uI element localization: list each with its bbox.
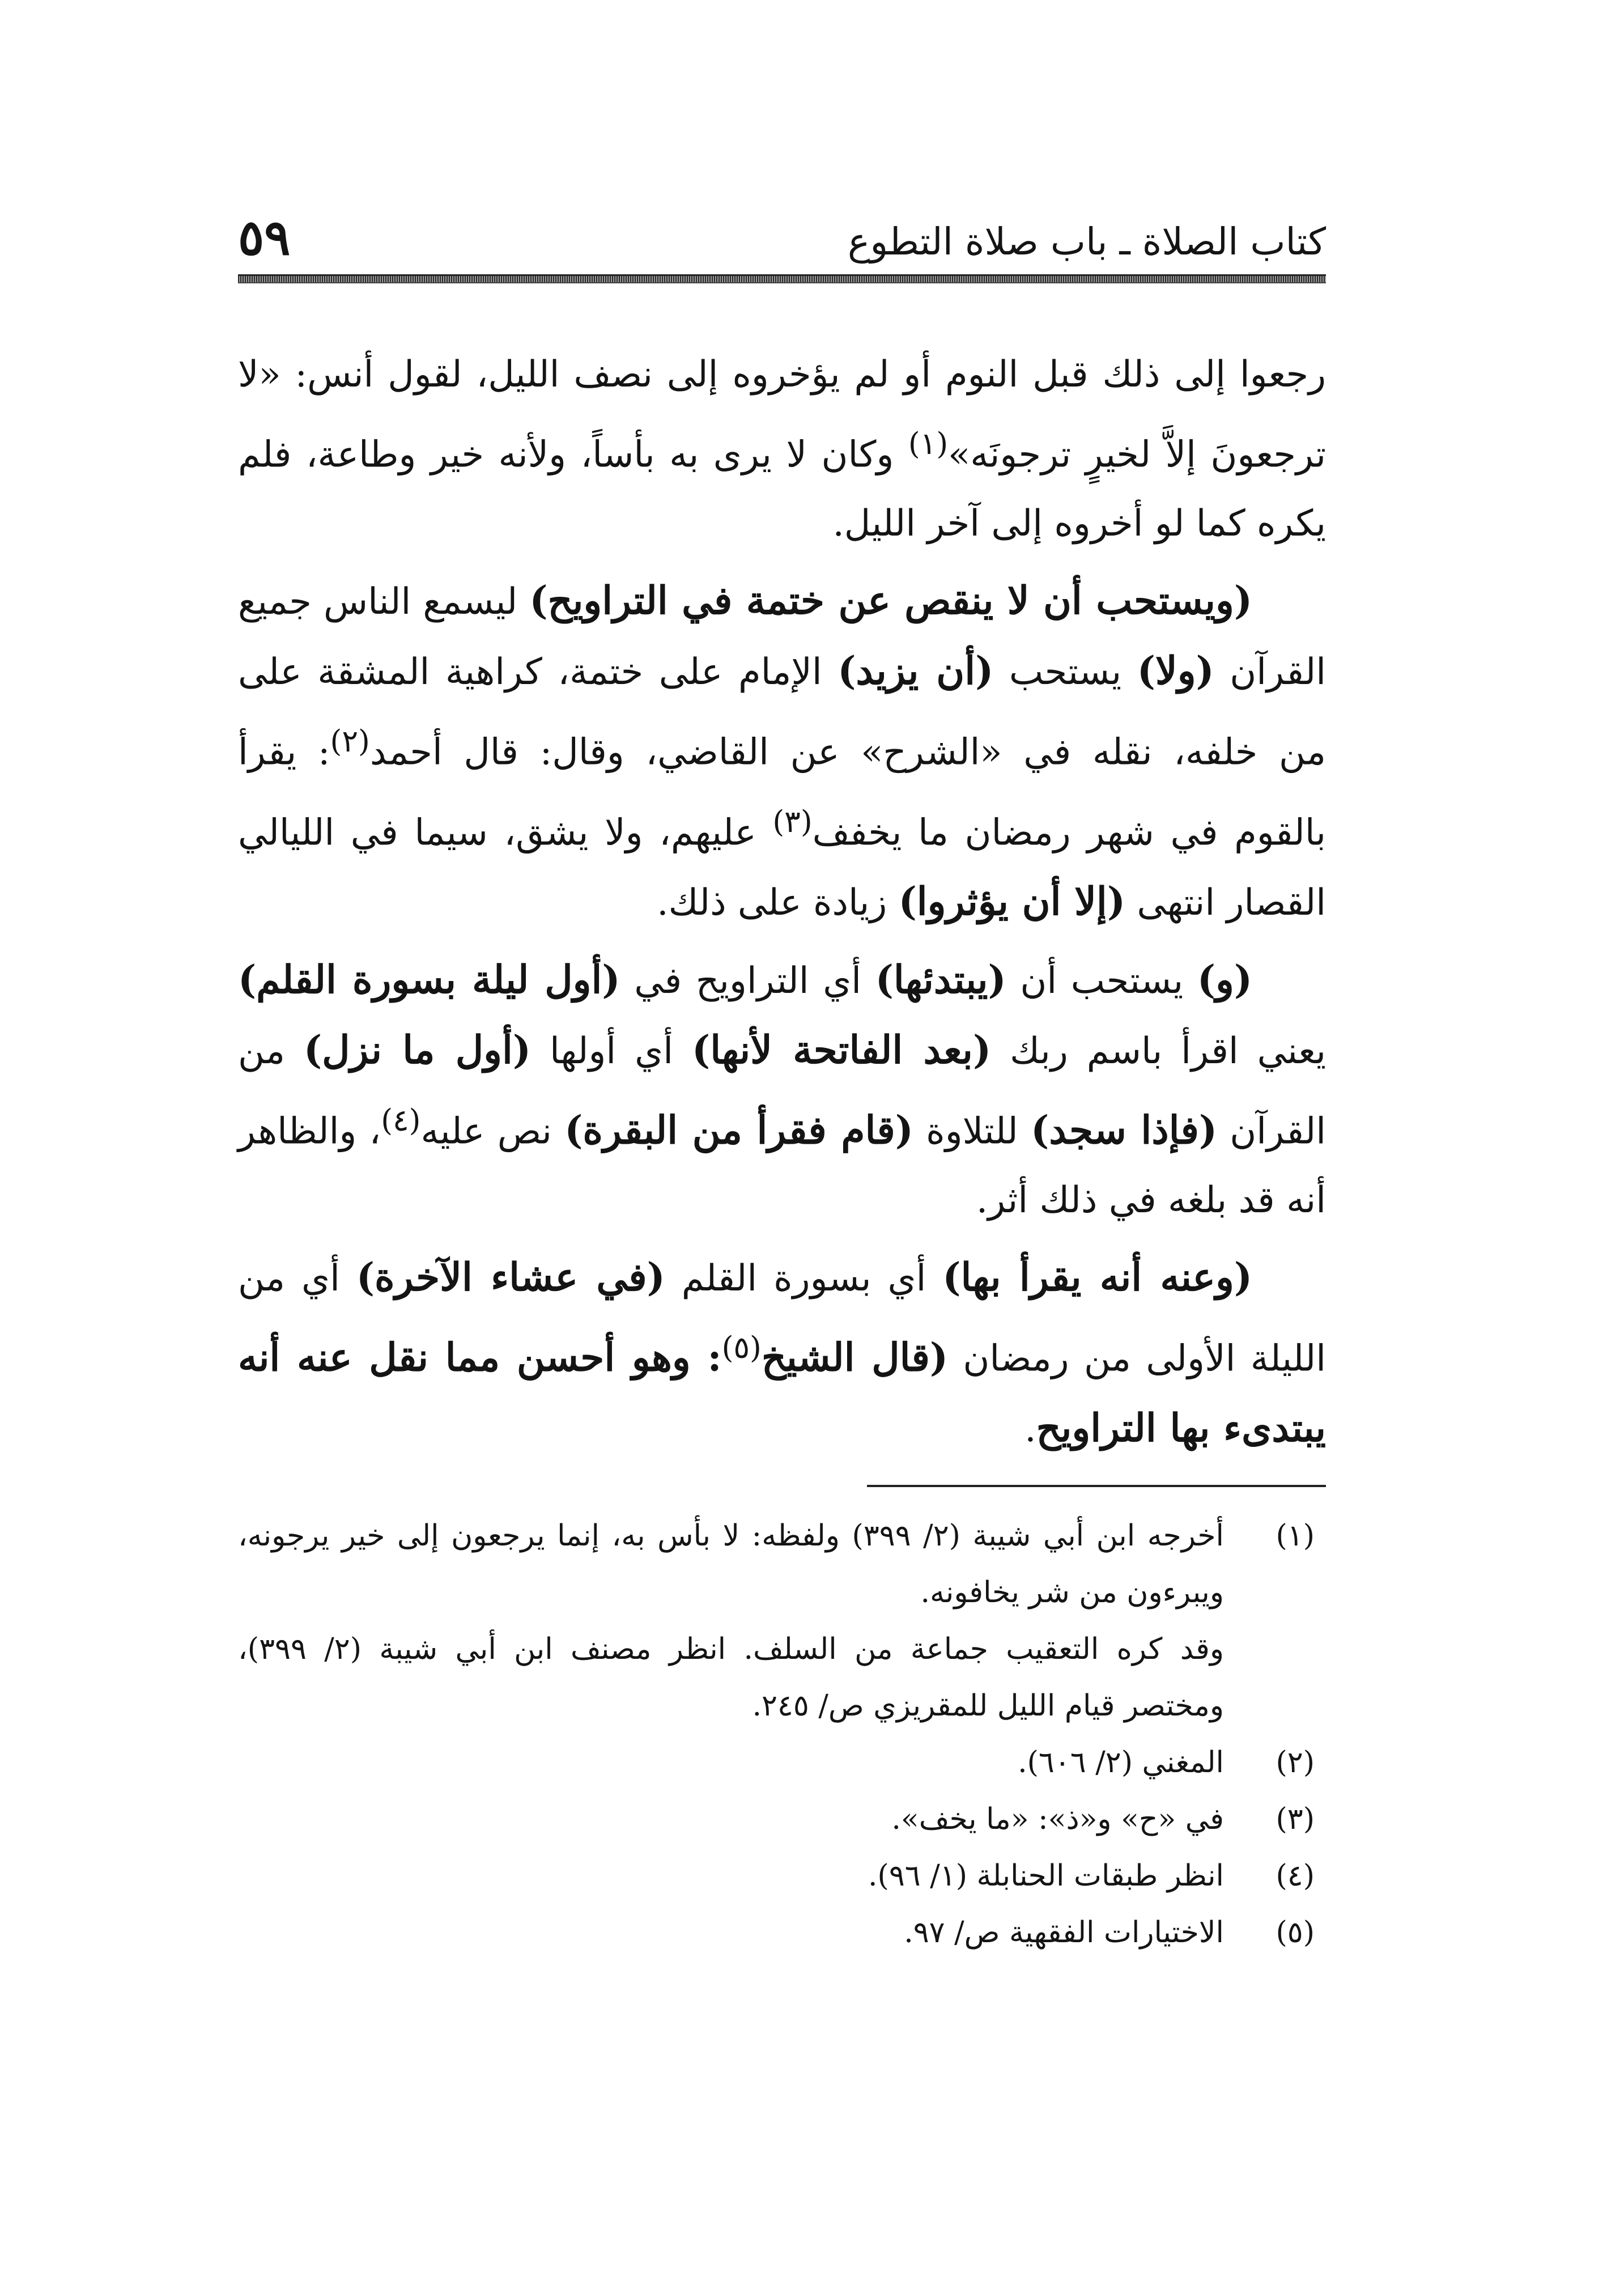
footnote-1-continued xyxy=(238,1621,1326,1734)
footnote-2 xyxy=(238,1734,1326,1791)
main-text xyxy=(238,340,1326,1464)
footnote-separator xyxy=(867,1485,1326,1487)
paragraph-2: (ويستحب أن لا ينقص عن ختمة في التراويح) ليسمع الناس جميع القرآن (ولا) يستحب (أن يزيد) الإمام على ختمة، كراهية المشقة على من خلفه، نقله في «الشرح» عن القاضي، وقال: قال أحمد$^{(٢)}$: يقرأ بالقوم في شهر رمضان ما يخفف$^{(٣)}$ عليهم، ولا يشق، سيما في الليالي القصار انتهى (إلا أن يؤثروا) زيادة على ذلك. xyxy=(238,578,1327,924)
footnote-number: (٢) xyxy=(1276,1746,1315,1780)
footnote-ref-1: (١) xyxy=(908,426,949,461)
footnote-ref-3: (٣) xyxy=(772,803,813,839)
footnote-text: في «ح» و«ذ»: «ما يخف». xyxy=(891,1802,1224,1836)
running-header xyxy=(238,209,1326,277)
footnote-ref-2: (٢) xyxy=(330,723,370,759)
footnote-number: (١) xyxy=(1276,1519,1315,1553)
footnote-1 xyxy=(238,1508,1326,1621)
footnote-4 xyxy=(238,1848,1326,1904)
footnote-number: (٤) xyxy=(1276,1859,1315,1893)
footnote-ref-4: (٤) xyxy=(381,1102,421,1138)
footnote-number: (٥) xyxy=(1276,1916,1315,1950)
footnote-text: وقد كره التعقيب جماعة من السلف. انظر مصنف ابن أبي شيبة (٢/ ٣٩٩)، ومختصر قيام الليل للمقريزي ص/ ٢٤٥. xyxy=(238,1632,1224,1723)
paragraph-4: (وعنه أنه يقرأ بها) أي بسورة القلم (في عشاء الآخرة) أي من الليلة الأولى من رمضان (قال الشيخ$^{(٥)}$: وهو أحسن مما نقل عنه أنه يبتدىء بها التراويح. xyxy=(238,1255,1326,1451)
header-rule xyxy=(238,274,1326,283)
page-number: ٥٩ xyxy=(238,209,291,266)
running-title: كتاب الصلاة ـ باب صلاة التطوع xyxy=(847,220,1326,264)
footnote-number: (٣) xyxy=(1276,1802,1315,1836)
footnote-text: المغني (٢/ ٦٠٦). xyxy=(1018,1746,1224,1780)
footnote-text: الاختيارات الفقهية ص/ ٩٧. xyxy=(904,1916,1224,1950)
footnote-3 xyxy=(238,1791,1326,1848)
footnote-text: انظر طبقات الحنابلة (١/ ٩٦). xyxy=(868,1859,1224,1893)
footnotes xyxy=(238,1508,1326,1961)
paragraph-1: رجعوا إلى ذلك قبل النوم أو لم يؤخروه إلى نصف الليل، لقول أنس: «لا ترجعونَ إلاَّ لخيرٍ ترجونَه»$^{(١)}$ وكان لا يرى به بأساً، ولأنه خير وطاعة، فلم يكره كما لو أخروه إلى آخر الليل. xyxy=(238,354,1327,545)
paragraph-3: (و) يستحب أن (يبتدئها) أي التراويح في (أول ليلة بسورة القلم) يعني اقرأ باسم ربك (بعد الفاتحة لأنها) أي أولها (أول ما نزل) من القرآن (فإذا سجد) للتلاوة (قام فقرأ من البقرة) نص عليه$^{(٤)}$، والظاهر أنه قد بلغه في ذلك أثر. xyxy=(238,957,1327,1222)
footnote-5 xyxy=(238,1904,1326,1961)
footnote-ref-5: (٥) xyxy=(721,1330,762,1366)
footnote-text: أخرجه ابن أبي شيبة (٢/ ٣٩٩) ولفظه: لا بأس به، إنما يرجعون إلى خير يرجونه، ويبرءون من شر يخافونه. xyxy=(238,1519,1225,1610)
